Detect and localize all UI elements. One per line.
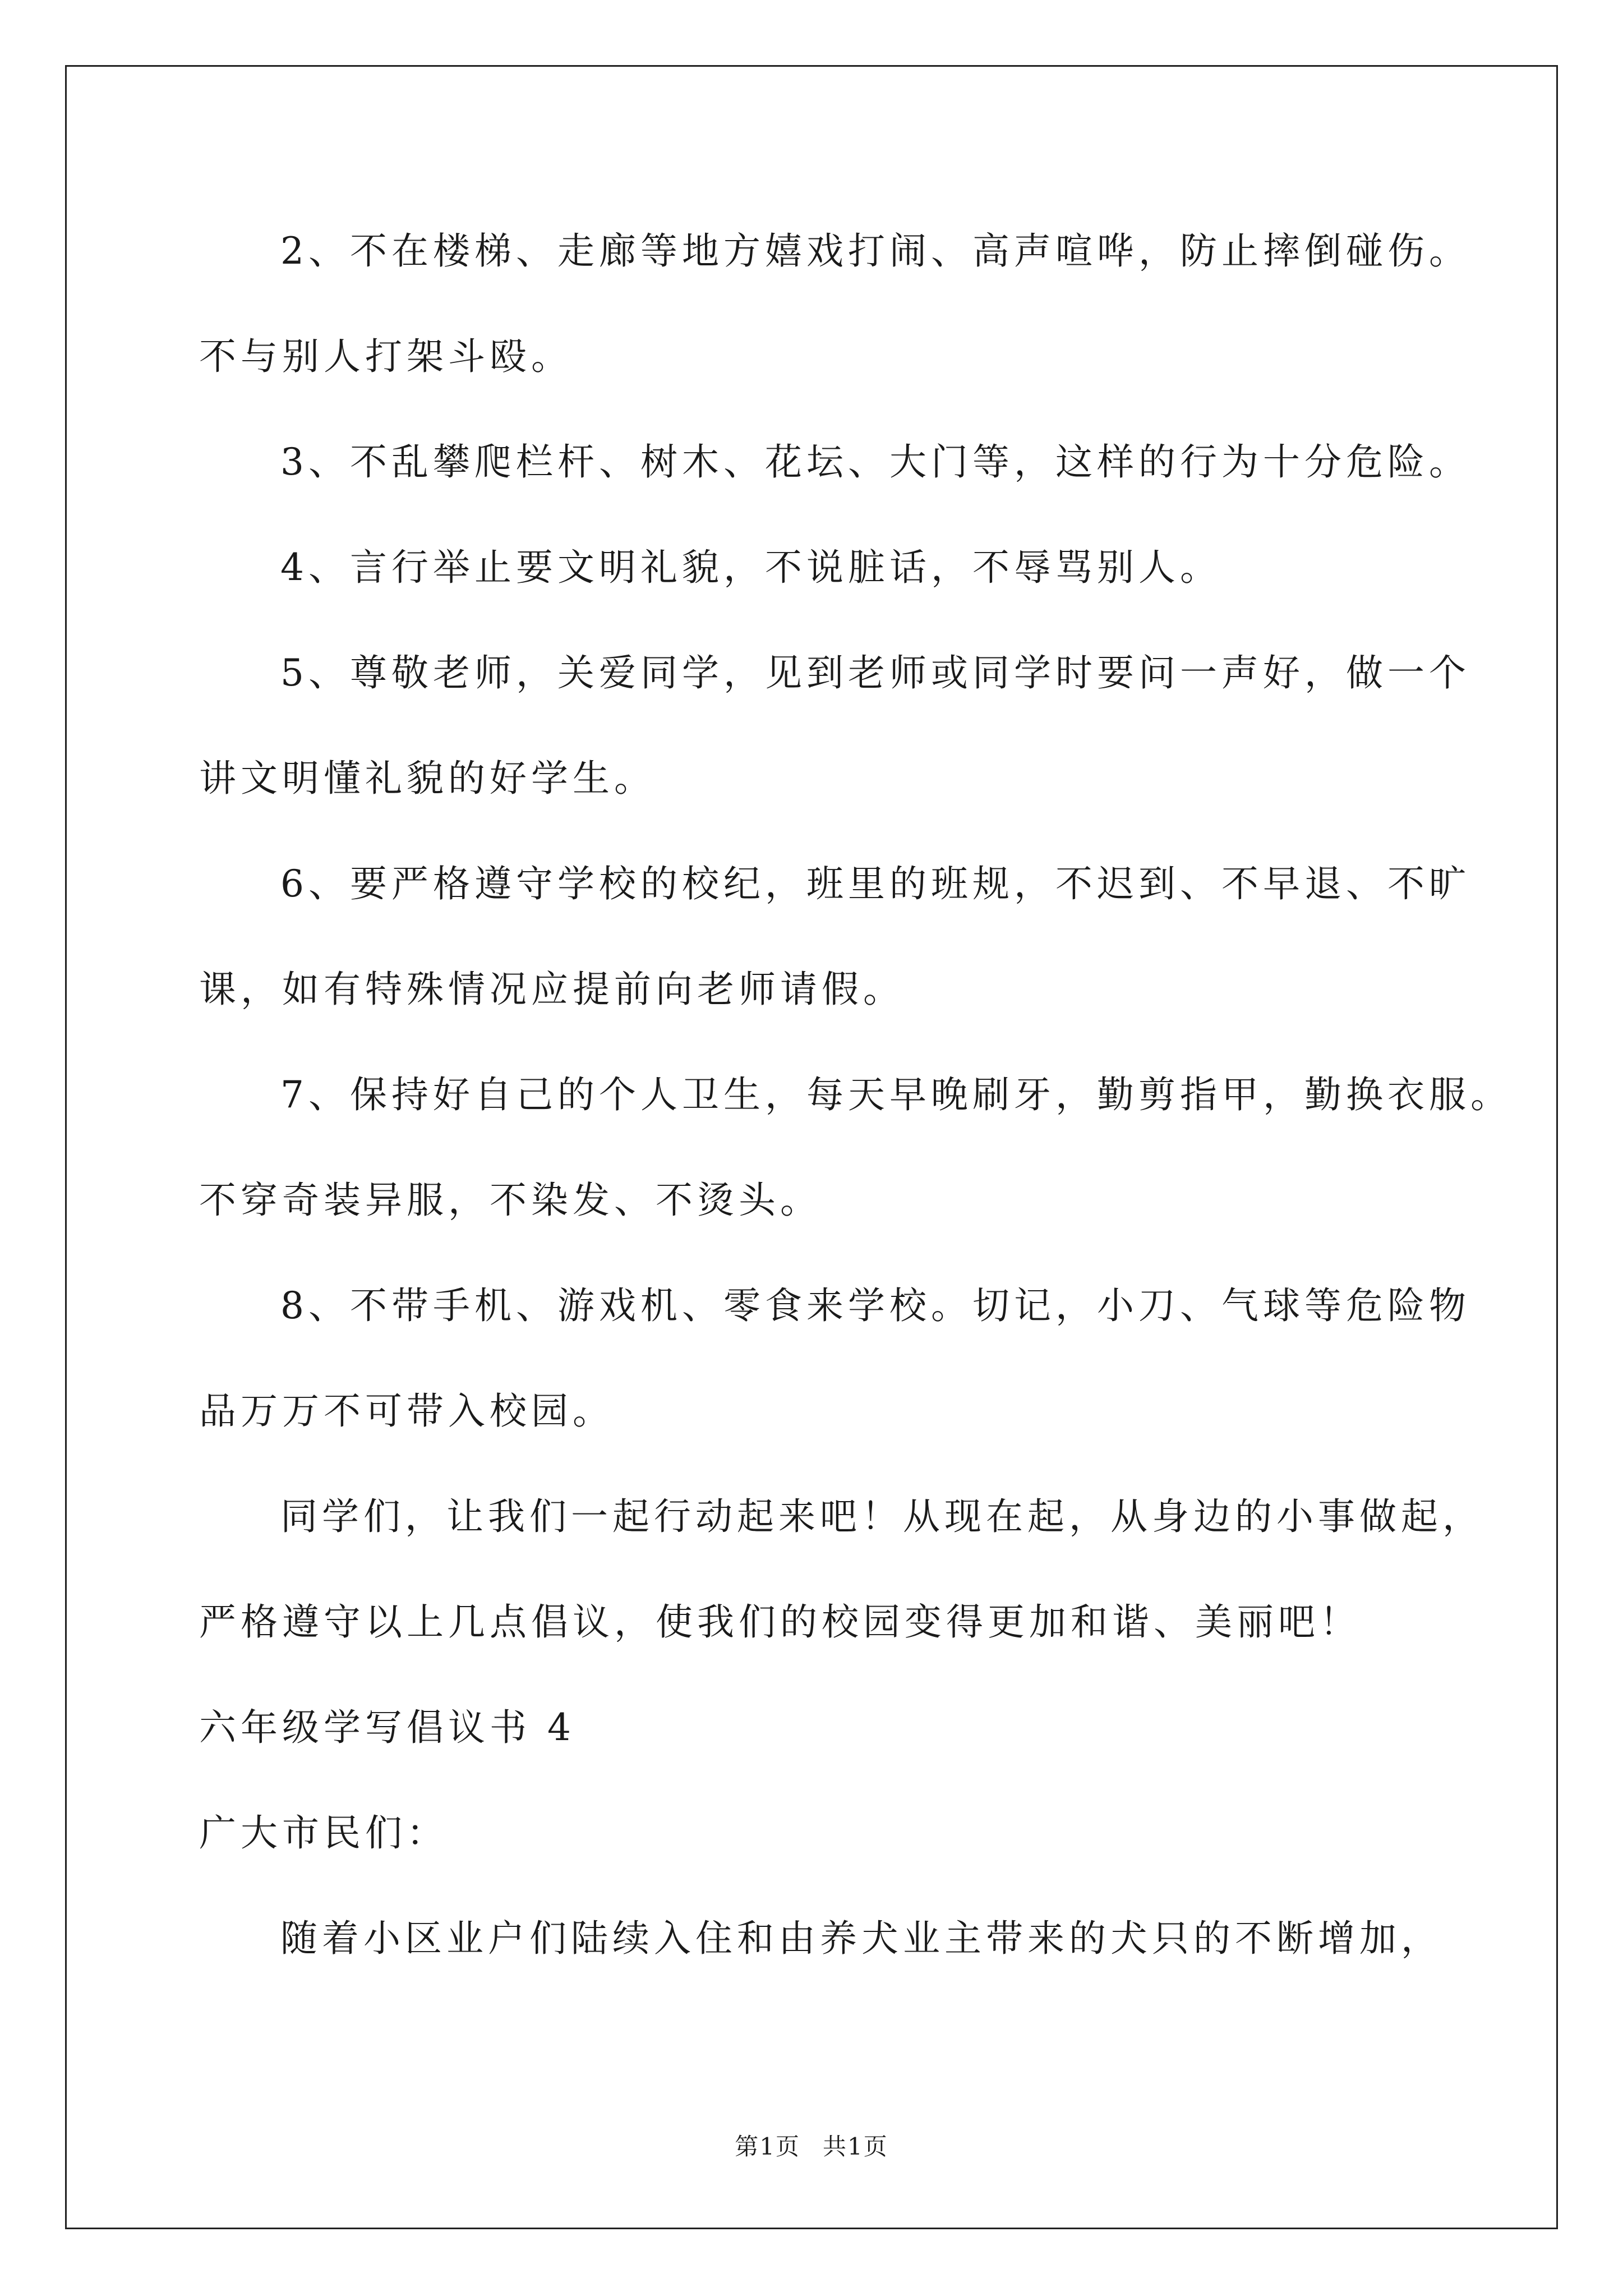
paragraph-line: 7、保持好自己的个人卫生，每天早晚刷牙，勤剪指甲，勤换衣服。	[280, 1073, 1512, 1116]
paragraph-line: 讲文明懂礼貌的好学生。	[199, 757, 656, 800]
document-body	[199, 218, 1512, 2010]
page-number-total: 共1页	[823, 2133, 888, 2160]
paragraph-line: 3、不乱攀爬栏杆、树木、花坛、大门等，这样的行为十分危险。	[280, 440, 1470, 484]
paragraph-line: 4、言行举止要文明礼貌，不说脏话，不辱骂别人。	[280, 546, 1221, 589]
paragraph-line: 严格遵守以上几点倡议，使我们的校园变得更加和谐、美丽吧！	[199, 1600, 1361, 1644]
paragraph-line: 5、尊敬老师，关爱同学，见到老师或同学时要问一声好，做一个	[280, 651, 1470, 694]
paragraph-line: 品万万不可带入校园。	[199, 1389, 614, 1433]
paragraph-line: 随着小区业户们陆续入住和由养犬业主带来的犬只的不断增加，	[280, 1917, 1442, 1960]
paragraph-line: 2、不在楼梯、走廊等地方嬉戏打闹、高声喧哗，防止摔倒碰伤。	[280, 229, 1470, 273]
page-footer	[0, 2128, 1623, 2162]
paragraph-line: 课，如有特殊情况应提前向老师请假。	[199, 968, 905, 1011]
paragraph-line: 8、不带手机、游戏机、零食来学校。切记，小刀、气球等危险物	[280, 1284, 1470, 1327]
paragraph-line: 不穿奇装异服，不染发、不烫头。	[199, 1179, 822, 1222]
page-number-current: 第1页	[735, 2133, 800, 2160]
section-heading: 六年级学写倡议书 4	[199, 1706, 575, 1749]
paragraph-line: 不与别人打架斗殴。	[199, 335, 573, 378]
paragraph-line: 6、要严格遵守学校的校纪，班里的班规，不迟到、不早退、不旷	[280, 862, 1470, 905]
paragraph-line: 同学们，让我们一起行动起来吧！从现在起，从身边的小事做起，	[280, 1495, 1484, 1538]
salutation: 广大市民们：	[199, 1811, 448, 1855]
